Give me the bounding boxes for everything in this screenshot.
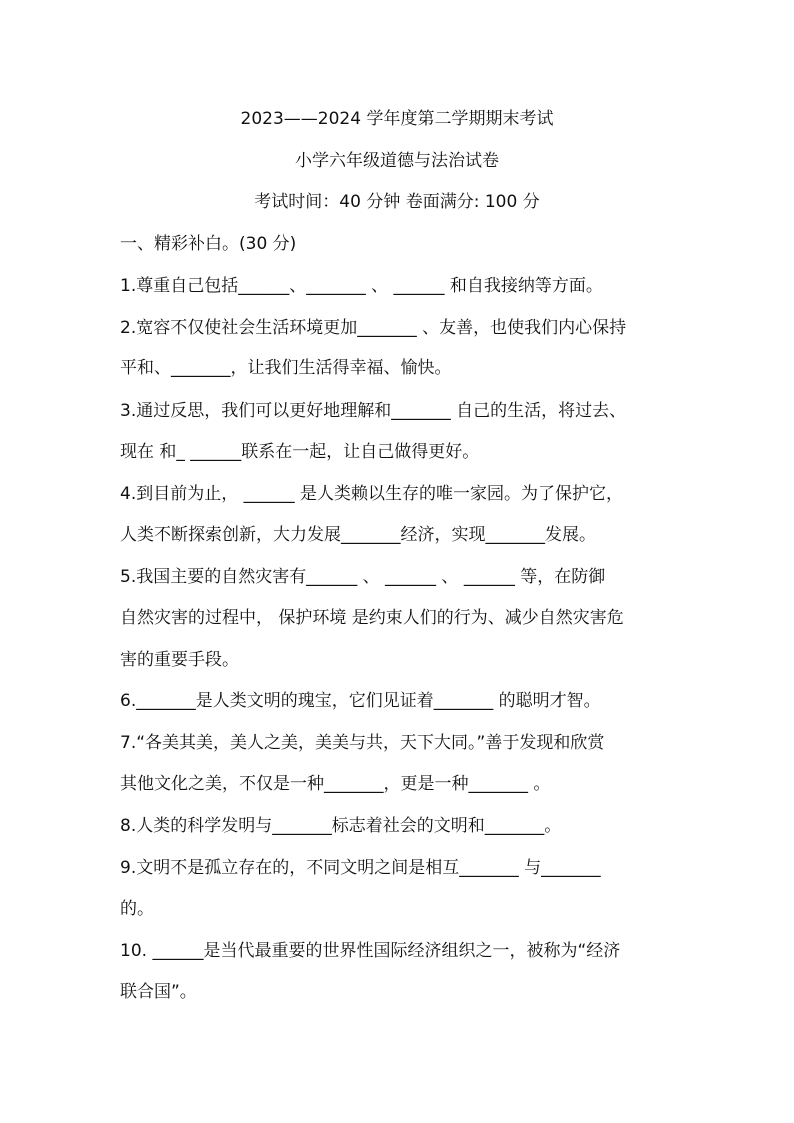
question-7-line-2: 其他文化之美，不仅是一种_______，更是一种_______ 。	[120, 774, 551, 794]
section-heading: 一、精彩补白。(30 分)	[120, 234, 297, 254]
question-9-line-2: 的。	[120, 899, 154, 919]
question-5-line-2: 自然灾害的过程中， 保护环境 是约束人们的行为、减少自然灾害危	[120, 608, 624, 628]
question-4-line-2: 人类不断探索创新，大力发展_______经济，实现_______发展。	[120, 525, 596, 545]
question-10-line-2: 联合国”。	[120, 982, 197, 1002]
question-10-line-1: 10. ______是当代最重要的世界性国际经济组织之一，被称为“经济	[120, 941, 621, 961]
exam-info: 考试时间：40 分钟 卷面满分: 100 分	[254, 192, 540, 212]
question-2-line-1: 2.宽容不仅使社会生活环境更加_______ 、友善，也使我们内心保持	[120, 318, 627, 338]
question-1-line-1: 1.尊重自己包括______、_______ 、 ______ 和自我接纳等方面。	[120, 276, 603, 296]
question-5-line-1: 5.我国主要的自然灾害有______ 、 ______ 、 ______ 等，在防御	[120, 567, 606, 587]
exam-title: 2023——2024 学年度第二学期期末考试	[240, 109, 554, 129]
question-2-line-2: 平和、_______，让我们生活得幸福、愉快。	[120, 358, 452, 378]
question-9-line-1: 9.文明不是孤立存在的，不同文明之间是相互_______ 与_______	[120, 858, 601, 878]
question-5-line-3: 害的重要手段。	[120, 650, 239, 670]
question-4-line-1: 4.到目前为止， ______ 是人类赖以生存的唯一家园。为了保护它，	[120, 484, 624, 504]
question-3-line-2: 现在 和_ ______联系在一起，让自己做得更好。	[120, 442, 480, 462]
question-7-line-1: 7.“各美其美，美人之美，美美与共，天下大同。”善于发现和欣赏	[120, 733, 605, 753]
question-8-line-1: 8.人类的科学发明与_______标志着社会的文明和_______。	[120, 816, 562, 836]
question-6-line-1: 6._______是人类文明的瑰宝，它们见证着_______ 的聪明才智。	[120, 691, 601, 711]
question-3-line-1: 3.通过反思，我们可以更好地理解和_______ 自己的生活，将过去、	[120, 401, 627, 421]
exam-subtitle: 小学六年级道德与法治试卷	[295, 151, 499, 171]
